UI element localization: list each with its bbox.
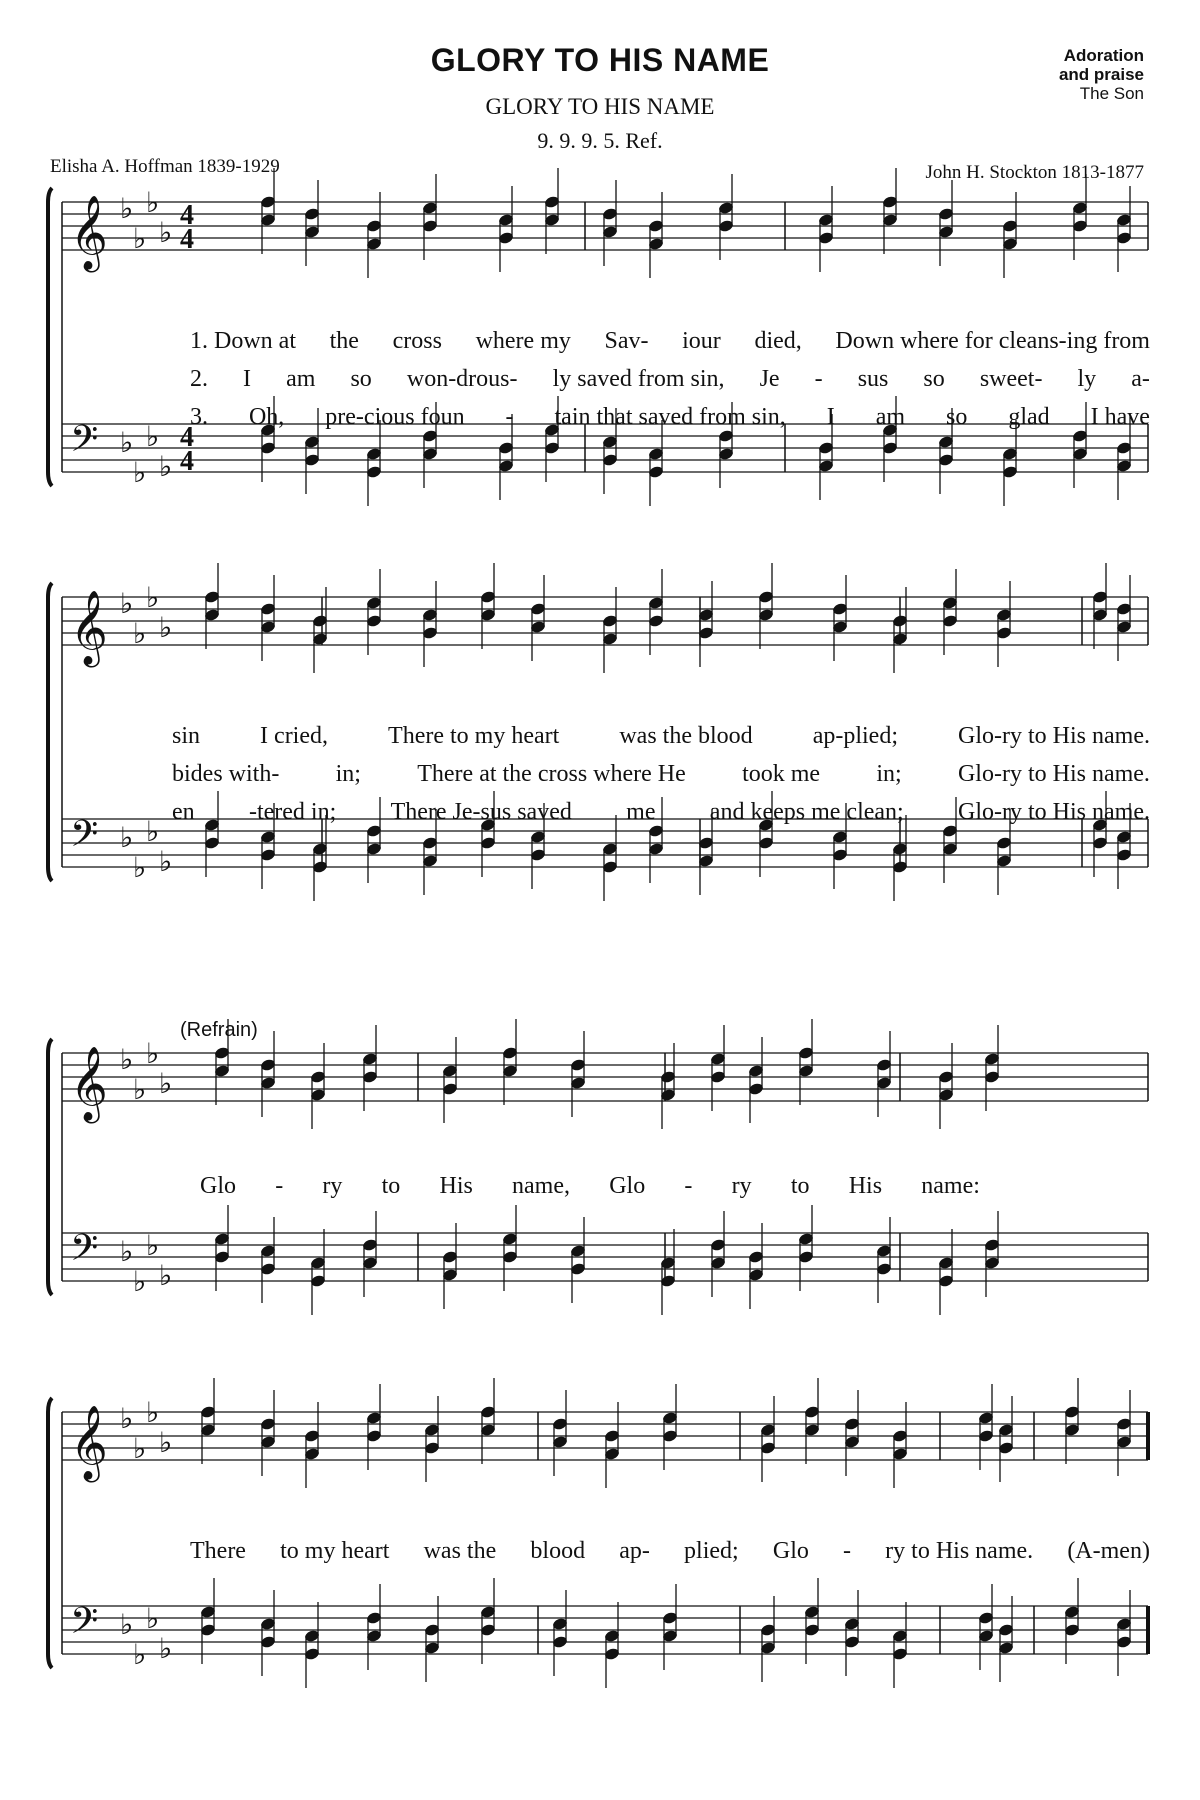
verse-line-3 xyxy=(172,799,1150,826)
lyric-syllable: sus xyxy=(857,366,889,392)
bass-clef: 𝄢 xyxy=(70,418,99,469)
lyric-syllable: His xyxy=(439,1173,473,1199)
flat-sign: ♭ xyxy=(146,815,160,848)
lyric-syllable: I have xyxy=(1090,404,1150,430)
lyric-syllable: won-drous- xyxy=(406,366,518,392)
lyric-syllable: am xyxy=(875,404,906,430)
flat-sign: ♭ xyxy=(146,1396,160,1429)
flat-sign: ♭ xyxy=(146,581,160,614)
flat-sign: ♭ xyxy=(133,1432,147,1465)
system-bracket xyxy=(48,188,52,486)
treble-clef: 𝄞 xyxy=(70,591,108,665)
flat-sign: ♭ xyxy=(159,1426,173,1459)
music-system-4 xyxy=(0,1396,1200,1720)
flat-sign: ♭ xyxy=(133,1638,147,1671)
lyric-syllable: and keeps me clean; xyxy=(709,799,904,825)
refrain-line xyxy=(190,1538,1150,1565)
lyric-syllable: died, xyxy=(754,328,802,354)
lyric-syllable: bides with- xyxy=(172,761,280,787)
category-label xyxy=(1059,46,1144,103)
lyric-syllable: - xyxy=(275,1173,284,1199)
lyric-syllable: Down where for cleans-ing from xyxy=(835,328,1150,354)
flat-sign: ♭ xyxy=(120,1235,134,1268)
flat-sign: ♭ xyxy=(133,851,147,884)
lyric-syllable: to xyxy=(381,1173,401,1199)
flat-sign: ♭ xyxy=(120,821,134,854)
lyric-syllable: Sav- xyxy=(604,328,649,354)
flat-sign: ♭ xyxy=(133,1073,147,1106)
lyric-syllable: was the blood xyxy=(619,723,753,749)
time-signature-bottom: 4 xyxy=(180,446,194,477)
bass-clef: 𝄢 xyxy=(70,1227,99,1278)
flat-sign: ♭ xyxy=(133,1265,147,1298)
lyric-syllable: in; xyxy=(335,761,361,787)
lyric-syllable: ap-plied; xyxy=(812,723,898,749)
flat-sign: ♭ xyxy=(159,216,173,249)
flat-sign: ♭ xyxy=(159,611,173,644)
lyric-syllable: 3. xyxy=(190,404,208,430)
lyric-syllable: blood xyxy=(530,1538,586,1564)
treble-clef: 𝄞 xyxy=(70,1047,108,1121)
flat-sign: ♭ xyxy=(133,617,147,650)
lyric-syllable: I xyxy=(243,366,252,392)
lyric-syllable: name, xyxy=(512,1173,571,1199)
lyric-syllable: took me xyxy=(742,761,821,787)
lyric-syllable: (A-men) xyxy=(1067,1538,1150,1564)
lyric-syllable: Glo-ry to His name. xyxy=(958,799,1150,825)
lyric-syllable: plied; xyxy=(684,1538,739,1564)
flat-sign: ♭ xyxy=(146,186,160,219)
lyric-syllable: en xyxy=(172,799,195,825)
lyric-syllable: ry to His name. xyxy=(885,1538,1034,1564)
lyric-syllable: - xyxy=(505,404,514,430)
lyric-syllable: Glo-ry to His name. xyxy=(958,723,1150,749)
system-bracket xyxy=(48,583,52,881)
category-line-2: and praise xyxy=(1058,65,1144,84)
lyric-syllable: in; xyxy=(876,761,902,787)
verse-line-2 xyxy=(190,366,1150,393)
bass-clef: 𝄢 xyxy=(70,813,99,864)
verse-line-3 xyxy=(190,404,1150,431)
lyric-syllable: was the xyxy=(423,1538,497,1564)
lyric-syllable: Je xyxy=(759,366,780,392)
lyric-syllable: 1. Down at xyxy=(190,328,296,354)
music-system-3 xyxy=(0,1019,1200,1325)
lyric-syllable: - xyxy=(843,1538,852,1564)
music-system-2 xyxy=(0,581,1200,965)
flat-sign: ♭ xyxy=(133,456,147,489)
lyric-syllable: His xyxy=(848,1173,883,1199)
flat-sign: ♭ xyxy=(133,222,147,255)
lyric-syllable: Glo xyxy=(772,1538,809,1564)
music-system-1 xyxy=(0,186,1200,570)
hymn-title: GLORY TO HIS NAME xyxy=(430,42,770,78)
lyric-syllable: There at the cross where He xyxy=(417,761,686,787)
verse-line-2 xyxy=(172,761,1150,788)
lyric-syllable: There xyxy=(190,1538,246,1564)
time-signature-bottom: 4 xyxy=(180,224,194,255)
refrain-line xyxy=(200,1173,980,1200)
flat-sign: ♭ xyxy=(159,1259,173,1292)
lyric-syllable: -tered in; xyxy=(248,799,337,825)
lyric-syllable: - xyxy=(684,1173,693,1199)
flat-sign: ♭ xyxy=(120,1608,134,1641)
lyric-syllable: Glo-ry to His name. xyxy=(957,761,1150,787)
flat-sign: ♭ xyxy=(159,1632,173,1665)
lyric-syllable: to my heart xyxy=(280,1538,390,1564)
flat-sign: ♭ xyxy=(146,1037,160,1070)
time-signature-top: 4 xyxy=(180,200,194,231)
treble-clef: 𝄞 xyxy=(70,196,108,270)
lyric-syllable: - xyxy=(814,366,823,392)
system-bracket xyxy=(48,1398,52,1668)
lyric-syllable: so xyxy=(923,366,945,392)
category-line-3: The Son xyxy=(1079,84,1144,103)
flat-sign: ♭ xyxy=(120,1402,134,1435)
flat-sign: ♭ xyxy=(120,1043,134,1076)
lyric-syllable: am xyxy=(286,366,316,392)
lyric-syllable: Oh, xyxy=(248,404,285,430)
bass-clef: 𝄢 xyxy=(70,1600,99,1651)
lyric-syllable: cross xyxy=(392,328,442,354)
meter: 9. 9. 9. 5. Ref. xyxy=(537,128,663,153)
verse-line-1 xyxy=(172,723,1150,750)
composer: John H. Stockton 1813-1877 xyxy=(925,162,1144,183)
lyric-syllable: Glo xyxy=(609,1173,646,1199)
lyric-syllable: There Je-sus saved xyxy=(390,799,572,825)
lyric-syllable: glad xyxy=(1008,404,1050,430)
flat-sign: ♭ xyxy=(120,192,134,225)
flat-sign: ♭ xyxy=(146,1229,160,1262)
lyric-syllable: the xyxy=(329,328,359,354)
tune-name: GLORY TO HIS NAME xyxy=(485,94,715,119)
lyric-syllable: where my xyxy=(475,328,571,354)
treble-clef: 𝄞 xyxy=(70,1406,108,1480)
flat-sign: ♭ xyxy=(146,1602,160,1635)
flat-sign: ♭ xyxy=(146,420,160,453)
lyric-syllable: to xyxy=(790,1173,810,1199)
time-signature-top: 4 xyxy=(180,422,194,453)
lyricist: Elisha A. Hoffman 1839-1929 xyxy=(50,156,280,177)
lyric-syllable: ap- xyxy=(619,1538,650,1564)
flat-sign: ♭ xyxy=(120,587,134,620)
lyric-syllable: name: xyxy=(921,1173,980,1199)
lyric-syllable: a- xyxy=(1131,366,1150,392)
flat-sign: ♭ xyxy=(159,1067,173,1100)
lyric-syllable: I cried, xyxy=(260,723,329,749)
lyric-syllable: pre-cious foun xyxy=(325,404,465,430)
lyric-syllable: iour xyxy=(682,328,721,354)
lyric-syllable: Glo xyxy=(200,1173,236,1199)
lyric-syllable: sweet- xyxy=(979,366,1043,392)
lyric-syllable: me xyxy=(626,799,656,825)
lyric-syllable: ry xyxy=(322,1173,343,1199)
lyric-syllable: ly xyxy=(1077,366,1097,392)
verse-line-1 xyxy=(190,328,1150,355)
lyric-syllable: I xyxy=(826,404,835,430)
lyric-syllable: There to my heart xyxy=(388,723,560,749)
lyric-syllable: ly saved from sin, xyxy=(552,366,725,392)
lyric-syllable: sin xyxy=(172,723,201,749)
lyric-syllable: so xyxy=(350,366,372,392)
lyric-syllable: tain that saved from sin, xyxy=(554,404,786,430)
flat-sign: ♭ xyxy=(159,450,173,483)
lyric-syllable: so xyxy=(946,404,968,430)
lyric-syllable: 2. xyxy=(190,366,208,392)
category-line-1: Adoration xyxy=(1063,46,1144,65)
lyric-syllable: ry xyxy=(731,1173,752,1199)
flat-sign: ♭ xyxy=(159,845,173,878)
flat-sign: ♭ xyxy=(120,426,134,459)
system-bracket xyxy=(48,1039,52,1295)
refrain-label: (Refrain) xyxy=(180,1019,258,1041)
